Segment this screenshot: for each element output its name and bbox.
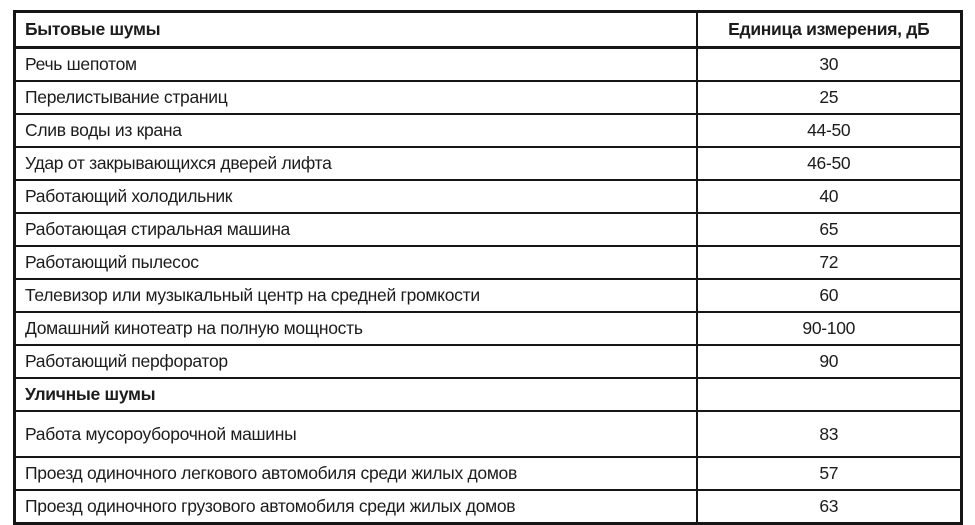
- noise-value: 30: [697, 48, 962, 82]
- noise-label: Проезд одиночного грузового автомобиля среди жилых домов: [15, 490, 697, 524]
- noise-label: Работающий перфоратор: [15, 345, 697, 378]
- noise-value: 40: [697, 180, 962, 213]
- table-row: [15, 213, 962, 246]
- noise-value: 83: [697, 411, 962, 457]
- noise-label: Домашний кинотеатр на полную мощность: [15, 312, 697, 345]
- column-header-noise-source: Бытовые шумы: [15, 12, 697, 48]
- noise-levels-table: [13, 10, 963, 525]
- table-row: [15, 411, 962, 457]
- table-row: [15, 48, 962, 82]
- noise-value: 63: [697, 490, 962, 524]
- noise-label: Работающий пылесос: [15, 246, 697, 279]
- table-row: [15, 457, 962, 490]
- table-row: [15, 180, 962, 213]
- noise-value: 60: [697, 279, 962, 312]
- noise-value: 72: [697, 246, 962, 279]
- column-header-decibel-unit: Единица измерения, дБ: [697, 12, 962, 48]
- noise-label: Работающая стиральная машина: [15, 213, 697, 246]
- table-row: [15, 81, 962, 114]
- table-row: [15, 279, 962, 312]
- noise-value: 44-50: [697, 114, 962, 147]
- noise-label: Работающий холодильник: [15, 180, 697, 213]
- table-row: [15, 114, 962, 147]
- noise-label: Удар от закрывающихся дверей лифта: [15, 147, 697, 180]
- noise-label: Перелистывание страниц: [15, 81, 697, 114]
- noise-label: Речь шепотом: [15, 48, 697, 82]
- table-row: [15, 345, 962, 378]
- header-row: [15, 12, 962, 48]
- noise-value: 90-100: [697, 312, 962, 345]
- noise-value: 46-50: [697, 147, 962, 180]
- noise-label: Слив воды из крана: [15, 114, 697, 147]
- noise-value: 65: [697, 213, 962, 246]
- noise-label: Работа мусороуборочной машины: [15, 411, 697, 457]
- noise-label: Проезд одиночного легкового автомобиля среди жилых домов: [15, 457, 697, 490]
- table-row: [15, 246, 962, 279]
- noise-value: 90: [697, 345, 962, 378]
- noise-label: Уличные шумы: [15, 378, 697, 411]
- table-row: [15, 312, 962, 345]
- table-row: [15, 490, 962, 524]
- noise-label: Телевизор или музыкальный центр на средней громкости: [15, 279, 697, 312]
- section-row: [15, 378, 962, 411]
- table-row: [15, 147, 962, 180]
- noise-value: 25: [697, 81, 962, 114]
- noise-value: [697, 378, 962, 411]
- noise-value: 57: [697, 457, 962, 490]
- noise-table-body: [15, 48, 962, 524]
